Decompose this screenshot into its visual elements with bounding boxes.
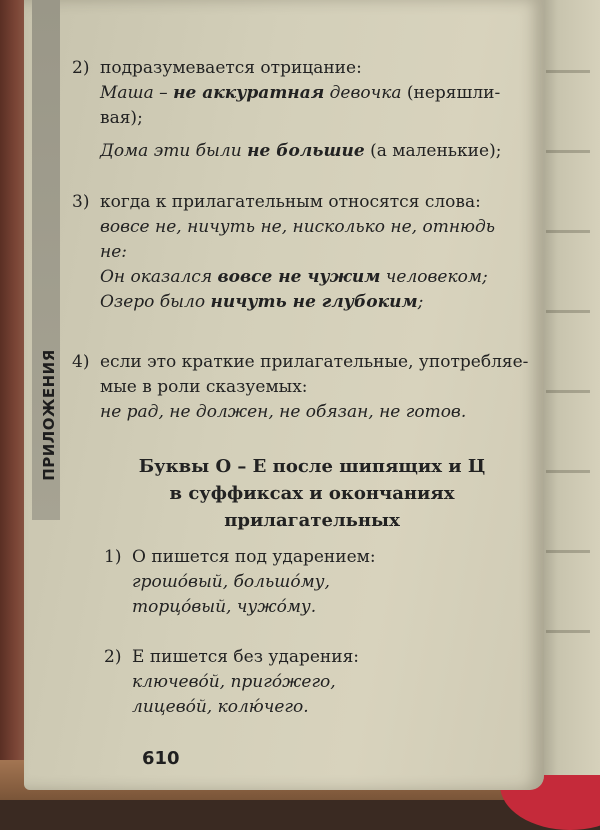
example-line: [100, 106, 532, 131]
example-line: ключево́й, приго́жего,: [132, 672, 336, 692]
example-line: торцо́вый, чужо́му.: [132, 597, 317, 617]
bleed-line: [546, 150, 590, 153]
example-text: девочка: [324, 83, 407, 103]
emphasized-text: вовсе не чужим: [217, 267, 381, 287]
example-text: Озеро было: [100, 292, 211, 312]
rule-item: [104, 645, 564, 720]
example-text: Дома эти были: [100, 141, 248, 161]
example-line: [100, 215, 532, 240]
emphasized-text: не аккуратная: [173, 83, 325, 103]
example-text: ;: [417, 292, 424, 312]
section-tab-label: [37, 345, 61, 485]
rule-text: Е пишется без ударения:: [132, 647, 360, 667]
rule-text-continued: мые в роли сказуемых:: [100, 377, 308, 397]
example-text: Он оказался: [100, 267, 218, 287]
example-text: не:: [100, 242, 127, 262]
rule-text: О пишется под ударением:: [132, 547, 376, 567]
rule-number: 4): [72, 352, 90, 372]
example-line: [100, 265, 532, 290]
bleed-line: [546, 70, 590, 73]
rule-text: когда к прилагательным относятся слова:: [100, 192, 481, 212]
page-number: 610: [142, 748, 180, 769]
example-text: (а маленькие);: [364, 141, 502, 161]
rule-number: 2): [104, 647, 122, 667]
page-content: [72, 0, 542, 790]
section-tab-text: ПРИЛОЖЕНИЯ: [40, 349, 59, 481]
rule-item: [72, 350, 532, 425]
example-text: (неряшли-: [406, 83, 501, 103]
example-line: грошо́вый, большо́му,: [132, 572, 330, 592]
book-page: [24, 0, 544, 790]
bleed-line: [546, 230, 590, 233]
rule-text: если это краткие прилагательные, употребляе-: [100, 352, 529, 372]
rule-number: 3): [72, 192, 90, 212]
bleed-line: [546, 630, 590, 633]
rule-text: подразумевается отрицание:: [100, 58, 362, 78]
background-left: [0, 0, 26, 800]
rule-item: [72, 190, 532, 315]
rule-number: 2): [72, 58, 90, 78]
emphasized-text: ничуть не глубоким: [210, 292, 418, 312]
bleed-line: [546, 310, 590, 313]
emphasized-text: не большие: [247, 141, 365, 161]
rule-item: [104, 545, 564, 620]
example-text: вая);: [100, 108, 143, 128]
example-line: [100, 81, 532, 106]
example-text: не рад, не должен, не обязан, не готов.: [100, 402, 467, 422]
example-line: [100, 240, 532, 265]
section-heading: [112, 453, 512, 534]
rule-item: [72, 56, 532, 164]
rule-number: 1): [104, 547, 122, 567]
example-line: [100, 400, 532, 425]
example-text: вовсе не, ничуть не, нисколько не, отнюдь: [100, 217, 496, 237]
example-line: [100, 290, 532, 315]
heading-line: Буквы О – Е после шипящих и Ц: [138, 456, 486, 477]
bleed-line: [546, 390, 590, 393]
example-text: человеком;: [380, 267, 488, 287]
example-text: Маша –: [100, 83, 174, 103]
example-line: лицево́й, колю́чего.: [132, 697, 309, 717]
bleed-line: [546, 470, 590, 473]
example-line: [100, 139, 532, 164]
heading-line: прилагательных: [224, 510, 400, 531]
heading-line: в суффиксах и окончаниях: [169, 483, 455, 504]
